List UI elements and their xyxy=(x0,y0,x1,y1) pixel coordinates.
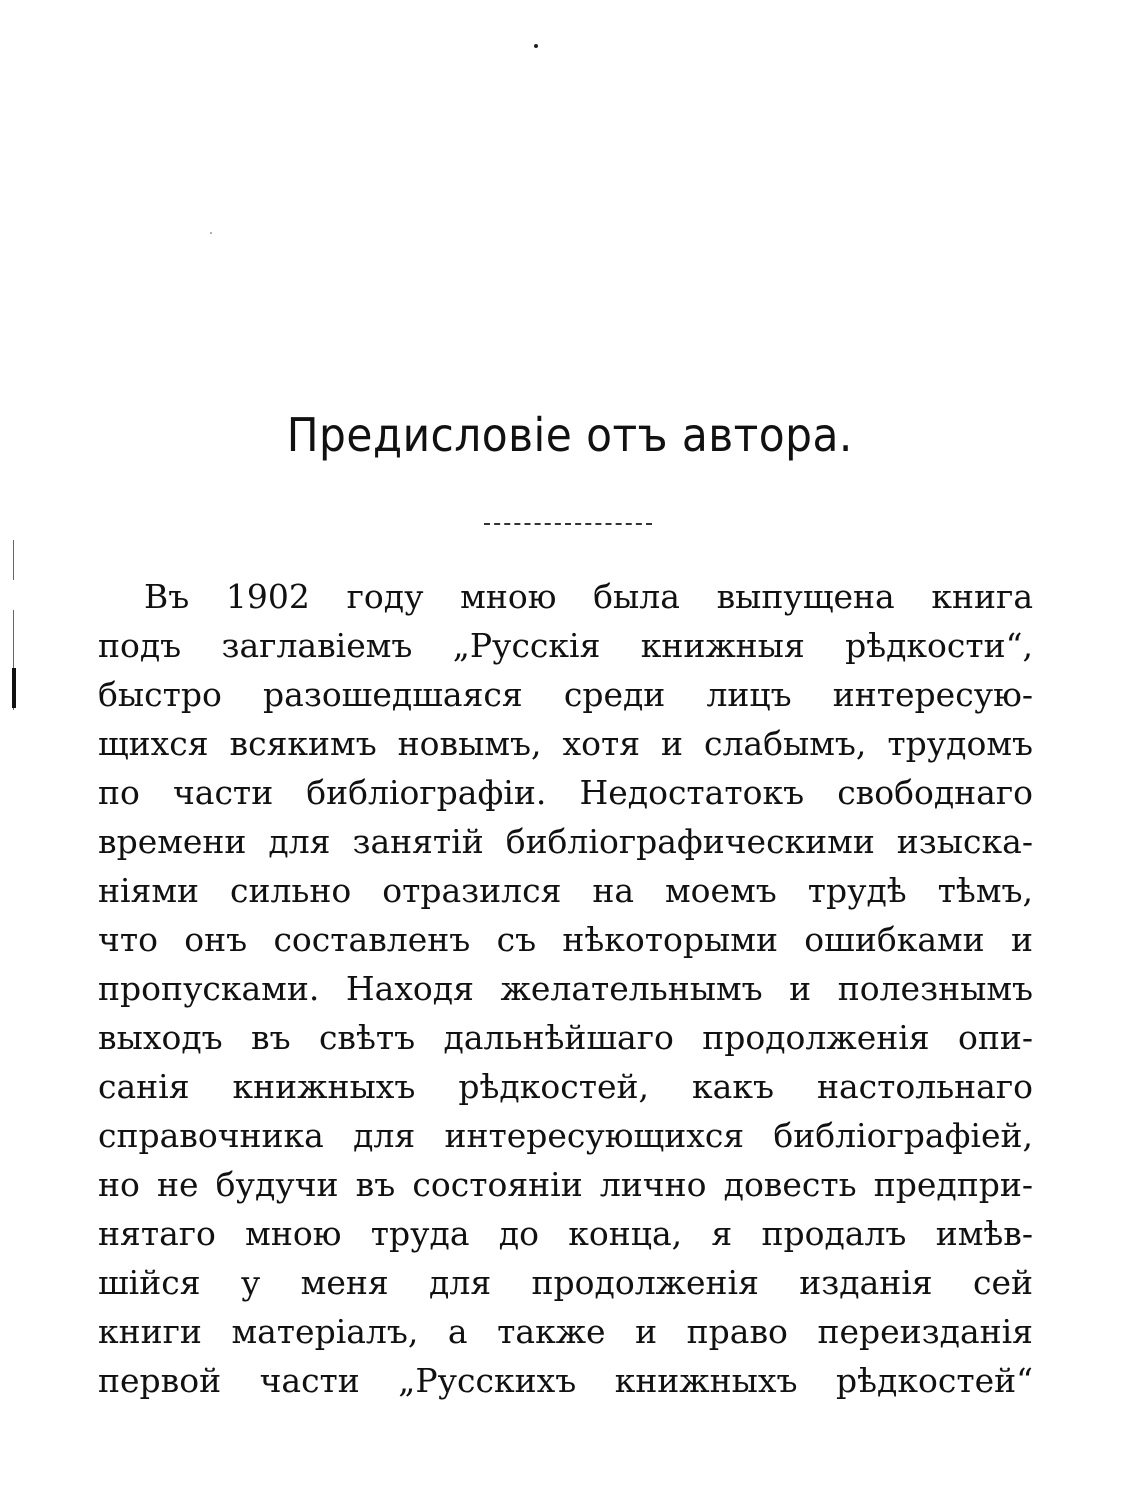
ink-speck xyxy=(534,44,538,48)
preface-paragraph xyxy=(98,572,1033,1405)
paragraph-line: времени для занятій библіографическими изыска- xyxy=(98,822,1033,861)
paragraph-line: что онъ составленъ съ нѣкоторыми ошибками и xyxy=(98,920,1033,959)
paragraph-line: шійся у меня для продолженія изданія сей xyxy=(98,1263,1033,1302)
paragraph-line: справочника для интересующихся библіографіей, xyxy=(98,1116,1033,1155)
paragraph-line: быстро разошедшаяся среди лицъ интересую- xyxy=(98,675,1033,714)
paragraph-line: книги матеріалъ, а также и право переизданія xyxy=(98,1312,1033,1351)
paragraph-line: первой части „Русскихъ книжныхъ рѣдкостей“ xyxy=(98,1361,1033,1400)
margin-scan-mark xyxy=(12,540,15,715)
paragraph-line: по части библіографіи. Недостатокъ свободнаго xyxy=(98,773,1033,812)
paragraph-line: ніями сильно отразился на моемъ трудѣ тѣмъ, xyxy=(98,871,1033,910)
page-title: Предисловіе отъ автора. xyxy=(286,408,853,462)
paragraph-line: санія книжныхъ рѣдкостей, какъ настольнаго xyxy=(98,1067,1033,1106)
margin-line xyxy=(13,540,14,580)
paragraph-line: пропусками. Находя желательнымъ и полезнымъ xyxy=(98,969,1033,1008)
paragraph-line: нятаго мною труда до конца, я продалъ имѣв- xyxy=(98,1214,1033,1253)
paragraph-line: подъ заглавіемъ „Русскія книжныя рѣдкости“, xyxy=(98,626,1033,665)
paragraph-line: Въ 1902 году мною была выпущена книга xyxy=(144,577,1033,616)
paragraph-line: щихся всякимъ новымъ, хотя и слабымъ, трудомъ xyxy=(98,724,1033,763)
ink-speck xyxy=(210,232,212,234)
paragraph-line: но не будучи въ состояніи лично довесть предпри- xyxy=(98,1165,1033,1204)
title-divider xyxy=(484,523,652,525)
paragraph-line: выходъ въ свѣтъ дальнѣйшаго продолженія опи- xyxy=(98,1018,1033,1057)
margin-tick xyxy=(12,668,16,708)
